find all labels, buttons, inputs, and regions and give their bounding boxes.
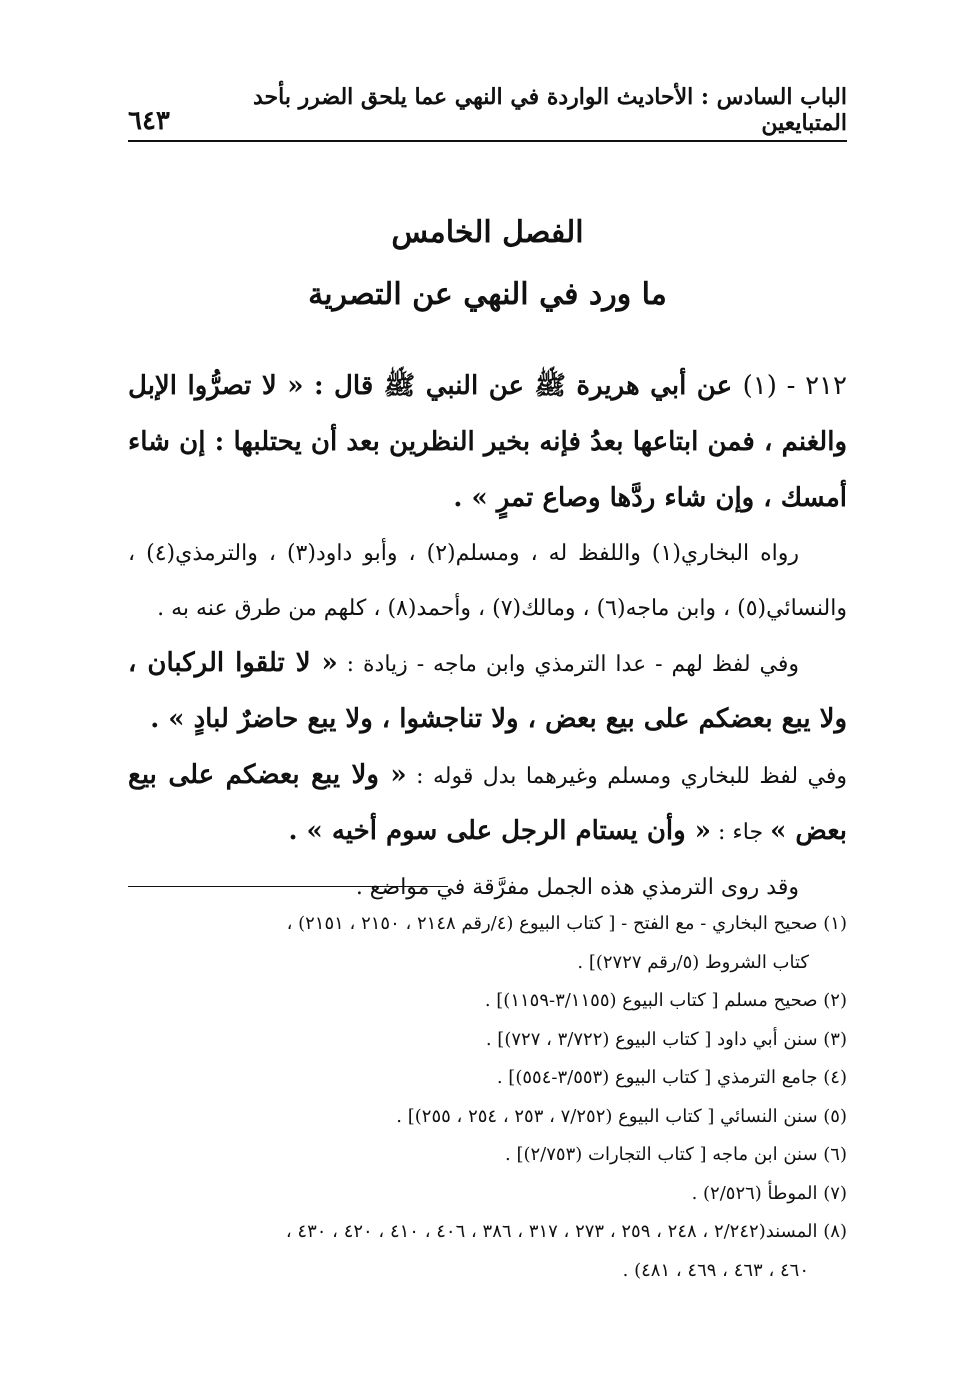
running-header bbox=[128, 84, 847, 136]
footnote-main: (٣) سنن أبي داود [ كتاب البيوع (٣/٧٢٢ ، ٧٢٧)] . bbox=[485, 1028, 847, 1050]
footnote bbox=[128, 1098, 847, 1137]
chapter-title: الفصل الخامس bbox=[391, 215, 584, 250]
main-text bbox=[128, 358, 847, 915]
footnote-main: (٨) المسند(٢/٢٤٢ ، ٢٤٨ ، ٢٥٩ ، ٢٧٣ ، ٣١٧ ، ٣٨٦ ، ٤٠٦ ، ٤١٠ ، ٤٢٠ ، ٤٣٠ ، bbox=[285, 1221, 847, 1242]
footnote bbox=[128, 1136, 847, 1175]
footnote bbox=[128, 1021, 847, 1060]
footnote-continuation: كتاب الشروط (٥/رقم ٢٧٢٧)] . bbox=[577, 951, 809, 973]
variant-quote-2: « وأن يستام الرجل على سوم أخيه » . bbox=[288, 816, 712, 846]
footnote bbox=[128, 905, 847, 982]
page-number: ٦٤٣ bbox=[128, 106, 170, 136]
hadith-text: عن أبي هريرة ﷺ عن النبي ﷺ قال : « لا تصرُّوا الإبل والغنم ، فمن ابتاعها بعدُ فإنه بخير النظرين بعد أن يحتلبها : إن شاء أمسك ، وإن شاء ردَّها وصاع تمرٍ » . bbox=[128, 371, 847, 513]
footnote-continuation: ٤٦٠ ، ٤٦٣ ، ٤٦٩ ، ٤٨١) . bbox=[622, 1259, 809, 1281]
running-title: الباب السادس : الأحاديث الواردة في النهي عما يلحق الضرر بأحد المتبايعين bbox=[252, 84, 847, 136]
footnote-main: (٧) الموطأ (٢/٥٢٦) . bbox=[691, 1182, 847, 1204]
footnote-rule bbox=[128, 886, 448, 887]
variant-intro: وفي لفظ للبخاري ومسلم وغيرهما بدل قوله : bbox=[406, 764, 847, 789]
variant-mid: جاء : bbox=[711, 820, 771, 845]
variant-quote-1: « ولا يبع بعضكم على بيع بعض » bbox=[128, 760, 847, 846]
header-rule bbox=[128, 140, 847, 142]
footnote-main: (١) صحيح البخاري - مع الفتح - [ كتاب البيوع (٤/رقم ٢١٤٨ ، ٢١٥٠ ، ٢١٥١) ، bbox=[286, 913, 847, 934]
footnote bbox=[128, 982, 847, 1021]
footnote-main: (٦) سنن ابن ماجه [ كتاب التجارات (٢/٧٥٣)] . bbox=[505, 1144, 847, 1165]
addition-quote: « لا تلقوا الركبان ، ولا يبع بعضكم على بيع بعض ، ولا تناجشوا ، ولا يبع حاضرٌ لبادٍ » . bbox=[128, 648, 847, 734]
closing-paragraph: وقد روى الترمذي هذه الجمل مفرَّقة في مواضع . bbox=[355, 875, 799, 900]
footnote-main: (٥) سنن النسائي [ كتاب البيوع (٧/٢٥٢ ، ٢٥٣ ، ٢٥٤ ، ٢٥٥)] . bbox=[396, 1105, 847, 1127]
footnote bbox=[128, 1175, 847, 1214]
variant-paragraph bbox=[128, 748, 847, 860]
hadith-number: ٢١٢ - (١) bbox=[742, 371, 847, 401]
footnote bbox=[128, 1059, 847, 1098]
narration-sources: رواه البخاري(١) واللفظ له ، ومسلم(٢) ، وأبو داود(٣) ، والترمذي(٤) ، والنسائي(٥) ، وابن ماجه(٦) ، ومالك(٧) ، وأحمد(٨) ، كلهم من طرق عنه به . bbox=[128, 541, 847, 621]
footnote-main: (٤) جامع الترمذي [ كتاب البيوع (٣/٥٥٣-٥٥٤)] . bbox=[496, 1067, 847, 1088]
chapter-subtitle: ما ورد في النهي عن التصرية bbox=[308, 277, 667, 312]
footnotes bbox=[128, 905, 847, 1290]
addition-intro: وفي لفظ لهم - عدا الترمذي وابن ماجه - زيادة : bbox=[337, 652, 800, 677]
addition-paragraph bbox=[128, 636, 847, 748]
hadith-212 bbox=[128, 358, 847, 526]
footnote-main: (٢) صحيح مسلم [ كتاب البيوع (٣/١١٥٥-١١٥٩)] . bbox=[484, 990, 847, 1011]
footnote bbox=[128, 1213, 847, 1290]
